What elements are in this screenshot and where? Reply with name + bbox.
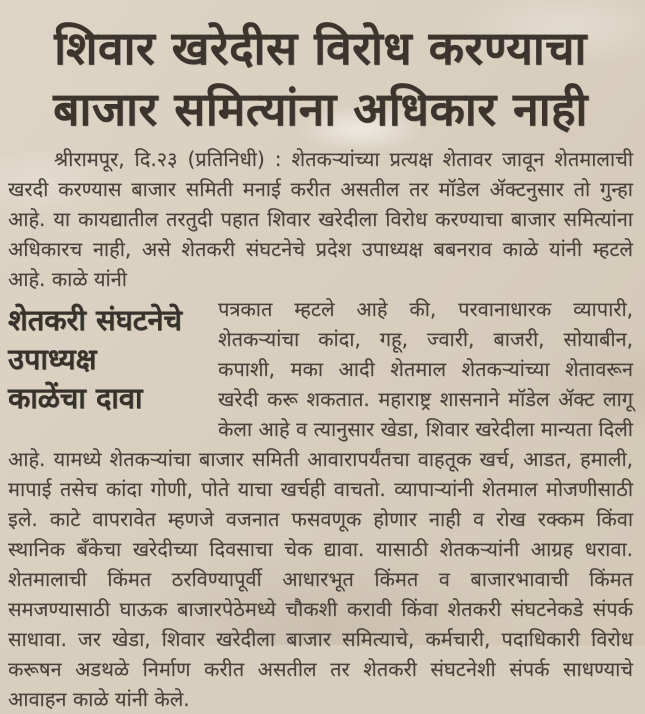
headline-line-1: शिवार खरेदीस विरोध करण्याचा [54, 21, 587, 75]
subheading-line-3: काळेंचा दावा [8, 381, 143, 415]
lead-text: शेतकऱ्यांच्या प्रत्यक्ष शेतावर जावून शेतमालाची खरदी करण्यास बाजार समिती मनाई करीत असतील तर मॉडेल ॲक्टनुसार तो गुन्हा आहे. या कायद्यातील तरतुदी पहात शिवार खरेदीला विरोध करण्याचा बाजार समित्यांना अधिकारच नाही, असे शेतकरी संघटनेचे प्रदेश उपाध्यक्ष बबनराव काळे यांनी म्हटले आहे. काळे यांनी [8, 147, 633, 291]
subheading [8, 294, 218, 422]
dateline: श्रीरामपूर, दि.२३ (प्रतिनिधी) : [54, 147, 282, 171]
article-body [8, 144, 633, 714]
body-paragraph [8, 294, 633, 714]
subheading-line-1: शेतकरी संघटनेचे [8, 303, 182, 337]
subheading-line-2: उपाध्यक्ष [8, 342, 97, 376]
headline-line-2: बाजार समित्यांना अधिकार नाही [53, 82, 588, 136]
lead-paragraph [8, 144, 633, 294]
headline [8, 18, 633, 140]
body-text: पत्रकात म्हटले आहे की, परवानाधारक व्यापारी, शेतकऱ्यांचा कांदा, गहू, ज्वारी, बाजरी, सोयाबीन, कपाशी, मका आदी शेतमाल शेतकऱ्यांच्या शेतावरून खरेदी करू शकतात. महाराष्ट्र शासनाने मॉडेल ॲक्ट लागू केला आहे व त्यानुसार खेडा, शिवार खरेदीला मान्यता दिली आहे. यामध्ये शेतकऱ्यांचा बाजार समिती आवारापर्यंतचा वाहतूक खर्च, आडत, हमाली, मापाई तसेच कांदा गोणी, पोते याचा खर्चही वाचतो. व्यापाऱ्यांनी शेतमाल मोजणीसाठी इले. काटे वापरावेत म्हणजे वजनात फसवणूक होणार नाही व रोख रक्कम किंवा स्थानिक बँकेचा खरेदीच्या दिवसाचा चेक द्यावा. यासाठी शेतकऱ्यांनी आग्रह धरावा. शेतमालाची किंमत ठरविण्यापूर्वी आधारभूत किंमत व बाजारभावाची किंमत समजण्यासाठी घाऊक बाजारपेठेमध्ये चौकशी करावी किंवा शेतकरी संघटनेकडे संपर्क साधावा. जर खेडा, शिवार खरेदीला बाजार समित्याचे, कर्मचारी, पदाधिकारी विरोध करूषन अडथळे निर्माण करीत असतील तर शेतकरी संघटनेशी संपर्क साधण्याचे आवाहन काळे यांनी केले. [8, 297, 633, 711]
